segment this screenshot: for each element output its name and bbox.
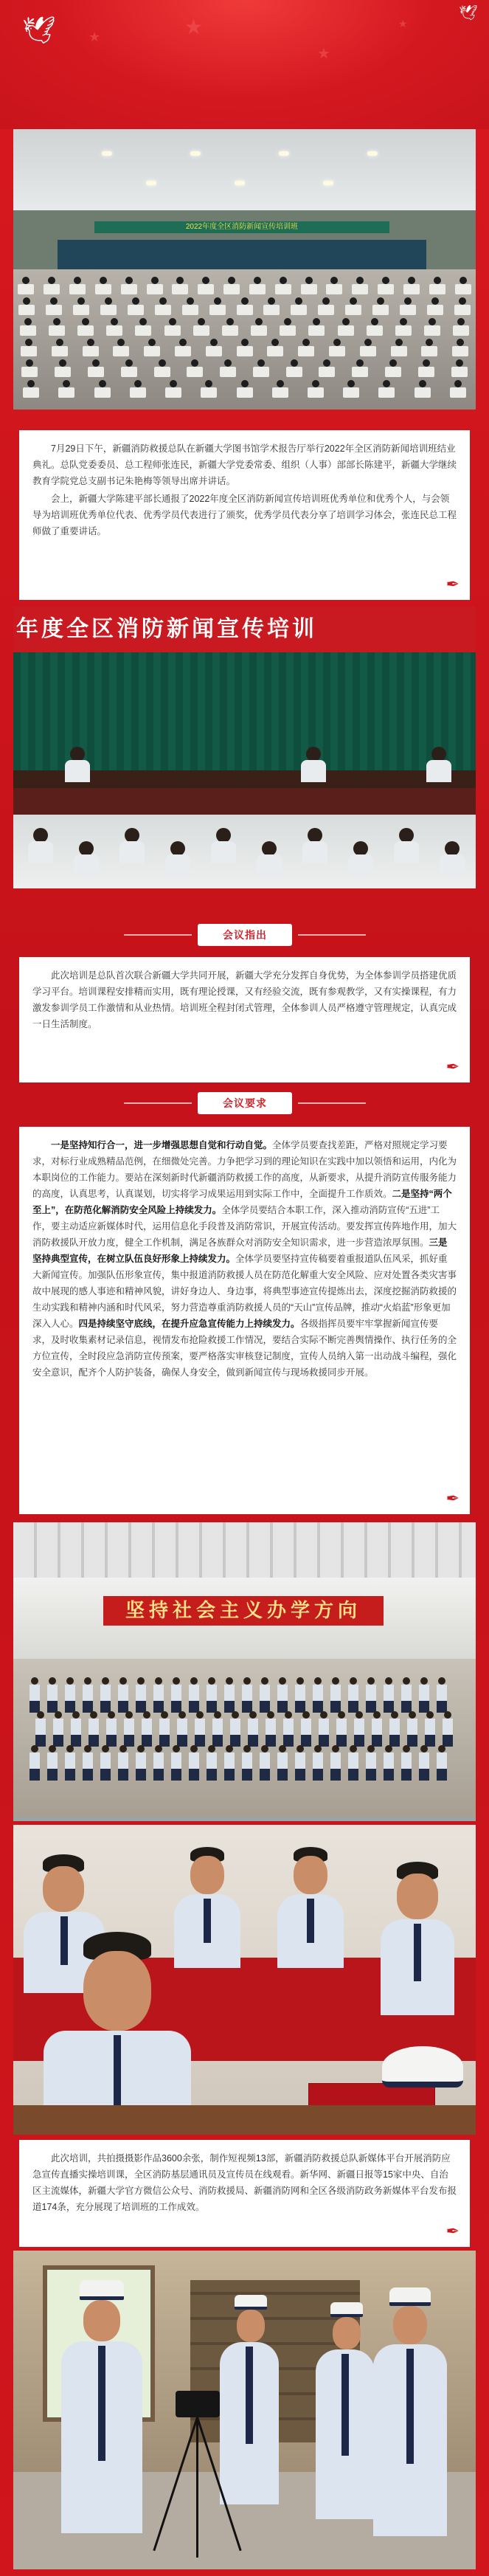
trainee-figure	[30, 1677, 40, 1713]
star-icon: ★	[89, 30, 101, 45]
seat	[352, 367, 368, 377]
audience-head	[170, 380, 177, 387]
seat	[237, 387, 253, 398]
trainee-figure	[419, 1677, 429, 1713]
trainee-figure	[401, 1677, 412, 1713]
seat	[291, 305, 307, 315]
trainee-figure	[313, 1745, 323, 1781]
seat	[77, 325, 94, 336]
audience-person	[119, 828, 145, 863]
meeting-pointed-card	[19, 957, 470, 1082]
trainee-figure	[348, 1745, 358, 1781]
seat	[343, 387, 359, 398]
seat	[128, 305, 144, 315]
audience-person	[257, 841, 282, 877]
dove-icon: 🕊	[22, 15, 56, 46]
seat	[237, 305, 253, 315]
audience-head	[151, 277, 159, 284]
trainee-figure	[384, 1745, 394, 1781]
audience-person	[211, 828, 236, 863]
audience-head	[277, 380, 284, 387]
audience-head	[371, 318, 378, 325]
trainee-figure	[153, 1677, 164, 1713]
seat	[69, 284, 86, 294]
audience-head	[400, 318, 407, 325]
seat	[385, 367, 401, 377]
audience-head	[454, 380, 462, 387]
trainee-figure	[153, 1745, 164, 1781]
seat	[46, 305, 62, 315]
seat	[52, 346, 68, 356]
dove-icon: 🕊	[459, 4, 478, 21]
audience-head	[350, 297, 357, 305]
seat	[308, 387, 324, 398]
seat	[172, 284, 188, 294]
trainee-figure	[283, 1711, 294, 1747]
audience-head	[179, 339, 187, 346]
trainee-figure	[384, 1677, 394, 1713]
requirement-lead-1: 一是坚持知行合一，进一步增强思想自觉和行动自觉。	[51, 1140, 273, 1150]
seat	[220, 367, 236, 377]
trainee-figure	[354, 1711, 364, 1747]
intro-paragraph: 7月29日下午，新疆消防救援总队在新疆大学图书馆学术报告厅举行2022年全区消防新闻培训班结业典礼。总队党委委员、总工程师张连民，新疆大学党委常委、组织（人事）部部长陈建平，新疆大学继续教育学院党总支副书记朱艳梅等领导出席并讲话。	[32, 443, 457, 486]
seat	[286, 367, 302, 377]
audience-head	[92, 359, 100, 367]
trainee-figure	[336, 1711, 347, 1747]
seat	[395, 325, 412, 336]
seat	[21, 367, 38, 377]
seat	[367, 325, 383, 336]
seat	[424, 325, 440, 336]
trainee-figure	[230, 1711, 240, 1747]
audience-head	[214, 297, 221, 305]
trainee-figure	[419, 1745, 429, 1781]
audience-head	[395, 339, 403, 346]
audience-head	[291, 359, 298, 367]
trainee-figure	[35, 1711, 46, 1747]
audience-person	[394, 828, 419, 863]
trainee-figure	[319, 1711, 329, 1747]
photo-camera-training	[13, 2251, 476, 2569]
audience-head	[342, 318, 350, 325]
requirements-paragraph	[32, 1137, 457, 1381]
audience-head	[169, 318, 176, 325]
seat	[326, 284, 342, 294]
award-paragraph: 会上，新疆大学陈建平部长通报了2022年度全区消防新闻宣传培训班优秀单位和优秀个人，与会领导为培训班优秀单位代表、优秀学员代表进行了颁奖，优秀学员代表分享了培训学习体会，张连民总工程师做了重要讲话。	[32, 494, 457, 536]
audience-head	[241, 380, 249, 387]
seat	[308, 325, 325, 336]
trainee-figure	[207, 1745, 217, 1781]
trainee-figure	[295, 1745, 305, 1781]
seat	[23, 387, 39, 398]
seat	[83, 346, 99, 356]
seat	[100, 305, 117, 315]
audience-head	[459, 277, 467, 284]
photo-conference-hall	[13, 129, 476, 410]
seat	[95, 284, 111, 294]
seat	[18, 284, 34, 294]
requirement-lead-3: 三是坚持典型宣传，在树立队伍良好形象上持续发力。	[32, 1237, 448, 1264]
seat	[329, 346, 345, 356]
trainee-figure	[195, 1711, 205, 1747]
trainee-figure	[207, 1677, 217, 1713]
seat	[21, 346, 37, 356]
audience-head	[187, 297, 194, 305]
trainee-figure	[159, 1711, 170, 1747]
trainee-figure	[136, 1677, 146, 1713]
podium-banner-text: 年度全区消防新闻宣传培训	[13, 607, 476, 652]
audience-head	[305, 277, 313, 284]
trainee-figure	[401, 1745, 412, 1781]
requirement-text-3: 全体学员要坚持宣传稿要着重报道队伍风采，抓好重大新闻宣传。加强队伍形象宣传，集中报道消防救援人员在防范化解重大安全风险、应对处置各类灾害事故中展现的感人事迹和精神风貌，讲好身边人、身边事，将典型事迹宣传提炼出去，深度挖掘消防救援的生动实践和精神内涵和时代风采，努力营造尊重消防救援人员的“天山”宣传品牌，推动“火焰蓝”形象更加深入人心。	[32, 1254, 457, 1329]
audience-head	[389, 359, 397, 367]
trainee-figure	[242, 1745, 252, 1781]
feather-pen-icon: ✒	[445, 575, 459, 593]
audience-head	[24, 318, 32, 325]
trainee-figure	[47, 1677, 58, 1713]
seat	[272, 387, 288, 398]
audience-head	[377, 297, 384, 305]
section-title-requirements: 会议要求	[198, 1092, 292, 1114]
trainee-figure	[366, 1745, 376, 1781]
audience-head	[241, 339, 249, 346]
trainee-figure	[30, 1745, 40, 1781]
seat	[44, 284, 60, 294]
pointed-paragraph: 此次培训是总队首次联合新疆大学共同开展，新疆大学充分发挥自身优势，为全体参训学员搭建优质学习平台。培训课程安排精而实用，既有理论授课，又有经验交流，既有参观教学，又有实操课程，有力激发参训学员工作激情和从业热情。培训班全程封闭式管理，全体参训人员严格遵守管理规定，认真完成一日生活制度。	[32, 970, 457, 1029]
audience-head	[404, 297, 412, 305]
seat	[418, 367, 434, 377]
seat	[249, 284, 266, 294]
seat	[223, 284, 240, 294]
trainee-figure	[100, 1677, 111, 1713]
audience-head	[134, 380, 142, 387]
trainee-figure	[118, 1677, 128, 1713]
requirement-lead-4: 四是持续坚守底线，在提升应急宣传能力上持续发力。	[78, 1319, 300, 1329]
seat	[121, 367, 137, 377]
seat	[403, 284, 420, 294]
trainee-figure	[389, 1711, 400, 1747]
trainee-figure	[189, 1745, 199, 1781]
seat	[452, 346, 468, 356]
audience-head	[226, 318, 234, 325]
trainee-figure	[277, 1745, 288, 1781]
star-icon: ★	[184, 15, 204, 39]
audience-head	[333, 339, 341, 346]
audience-head	[210, 339, 218, 346]
seat	[182, 305, 198, 315]
audience-head	[434, 277, 441, 284]
seat	[275, 284, 291, 294]
seat	[415, 387, 431, 398]
trainee-figure	[65, 1745, 75, 1781]
feather-pen-icon: ✒	[445, 2222, 459, 2240]
seat	[237, 346, 253, 356]
audience-person	[440, 841, 465, 877]
trainee-figure	[330, 1745, 341, 1781]
audience-head	[159, 359, 166, 367]
trainee-figure	[100, 1745, 111, 1781]
trainee-figure	[437, 1745, 447, 1781]
article-intro-card	[19, 430, 470, 600]
trainee-figure	[443, 1711, 453, 1747]
audience-head	[280, 277, 287, 284]
trainee-figure	[295, 1677, 305, 1713]
seat	[263, 305, 280, 315]
audience-head	[99, 380, 106, 387]
seat	[360, 346, 376, 356]
audience-head	[25, 339, 32, 346]
section-title-pointed: 会议指出	[198, 924, 292, 946]
seat	[20, 325, 36, 336]
trainee-figure	[189, 1677, 199, 1713]
hall-banner-text: 2022年度全区消防新闻宣传培训班	[94, 221, 389, 233]
trainee-figure	[136, 1745, 146, 1781]
seat	[55, 367, 71, 377]
trainee-figure	[83, 1745, 93, 1781]
seat	[94, 387, 111, 398]
trainee-figure	[330, 1677, 341, 1713]
audience-person	[348, 841, 373, 877]
seat	[106, 325, 122, 336]
audience-head	[423, 359, 430, 367]
seat	[18, 305, 35, 315]
trainee-figure	[425, 1711, 435, 1747]
seat	[113, 346, 129, 356]
trainee-figure	[171, 1745, 181, 1781]
seat	[130, 387, 146, 398]
trainee-figure	[407, 1711, 417, 1747]
trainee-figure	[260, 1677, 270, 1713]
seat	[147, 284, 163, 294]
trainee-figure	[124, 1711, 134, 1747]
trainee-figure	[437, 1677, 447, 1713]
audience-person	[165, 841, 190, 877]
seat	[318, 305, 334, 315]
seat	[429, 284, 445, 294]
seat	[301, 284, 317, 294]
seat	[372, 305, 389, 315]
audience-head	[82, 318, 89, 325]
requirement-text-1: 全体学员要查找差距，严格对照规定学习要求，对标行业成熟精品范例，在细微处完善。力争把学习到的理论知识在实践中加以领悟和运用，内化为本职岗位的工作能力。要站在深刻新时代新疆消防救援工作的高度，从新要求，从提升消防宣传服务能力的高度，认真思考，认真谋划，切实将学习成果运用到实际工作中，全面提升工作质效。	[32, 1140, 457, 1199]
audience-head	[241, 297, 249, 305]
requirement-lead-2: 二是坚持“两个至上”，在防范化解消防安全风险上持续发力。	[32, 1189, 452, 1215]
audience-head	[419, 380, 426, 387]
seat	[319, 367, 335, 377]
trainee-figure	[65, 1677, 75, 1713]
seat	[400, 305, 416, 315]
trainee-figure	[224, 1745, 235, 1781]
audience-head	[459, 297, 466, 305]
seat	[201, 387, 217, 398]
trainee-figure	[89, 1711, 99, 1747]
seat	[49, 325, 65, 336]
trainee-figure	[277, 1677, 288, 1713]
audience-head	[456, 359, 463, 367]
audience-head	[408, 277, 415, 284]
seat	[455, 284, 471, 294]
trainee-figure	[53, 1711, 63, 1747]
seat	[454, 305, 471, 315]
audience-head	[100, 277, 107, 284]
seat	[352, 284, 368, 294]
audience-person	[302, 828, 327, 863]
audience-head	[431, 297, 439, 305]
meeting-requirements-card	[19, 1127, 470, 1514]
seat	[298, 346, 314, 356]
trainee-figure	[224, 1677, 235, 1713]
trainee-figure	[301, 1711, 311, 1747]
trainee-figure	[212, 1711, 223, 1747]
seat	[451, 367, 468, 377]
seat	[187, 367, 203, 377]
trainee-figure	[248, 1711, 258, 1747]
trainee-figure	[106, 1711, 117, 1747]
seat	[267, 346, 283, 356]
seat	[144, 346, 160, 356]
trainee-figure	[266, 1711, 276, 1747]
seat	[193, 325, 209, 336]
trainee-figure	[118, 1745, 128, 1781]
trainee-figure	[348, 1677, 358, 1713]
trainee-figure	[242, 1677, 252, 1713]
audience-head	[312, 380, 319, 387]
closing-summary-card	[19, 2140, 470, 2247]
star-icon: ★	[317, 44, 330, 62]
seat	[427, 305, 443, 315]
trainee-figure	[260, 1745, 270, 1781]
audience-head	[198, 318, 205, 325]
trainee-figure	[171, 1677, 181, 1713]
audience-head	[125, 359, 133, 367]
closing-paragraph: 此次培训，共拍摄摄影作品3600余张，制作短视频13部，新疆消防救援总队新媒体平台开展消防应急宣传直播实操培训课，全区消防基层通讯员及宣传员在线观看。新华网、新疆日报等15家中央、自治区主流媒体，新疆大学官方微信公众号、消防救援局、新疆消防网和全区各级消防政务新媒体平台发布报道174条，充分展现了培训班的工作成效。	[32, 2153, 457, 2212]
seat	[391, 346, 407, 356]
trainee-figure	[177, 1711, 187, 1747]
seat	[421, 346, 437, 356]
trainee-figure	[83, 1677, 93, 1713]
audience-head	[257, 359, 265, 367]
seat	[206, 346, 222, 356]
photo-group	[13, 1522, 476, 1821]
trainee-figure	[372, 1711, 382, 1747]
seat	[378, 387, 395, 398]
seat	[175, 346, 191, 356]
audience-head	[56, 339, 63, 346]
seat	[378, 284, 394, 294]
feather-pen-icon: ✒	[445, 1489, 459, 1508]
trainee-figure	[142, 1711, 152, 1747]
seat	[73, 305, 89, 315]
seat	[88, 367, 104, 377]
seat	[164, 325, 181, 336]
audience-person	[28, 828, 53, 863]
seat	[154, 367, 170, 377]
seat	[338, 325, 354, 336]
photo-seated-trainees	[13, 1825, 476, 2135]
photo-podium	[13, 607, 476, 888]
seat	[251, 325, 267, 336]
group-sign-text: 坚持社会主义办学方向	[103, 1596, 384, 1626]
seat	[135, 325, 151, 336]
feather-pen-icon: ✒	[445, 1057, 459, 1076]
audience-person	[74, 841, 99, 877]
audience-head	[254, 277, 261, 284]
requirement-text-4: 各级指挥员要牢牢掌握新闻宣传要求，及时收集素材记录信息，视情发布抢险救援工作情况，要结合实际不断完善舆情操作、执行任务的全方位宣传，全时段应急消防宣传预案，要严格落实审核登记制度，宣传人员纳入第一出动战斗编程，强化安全意识，配齐个人防护装备，确保人身安全，做到新闻宣传与现场救援同步开展。	[32, 1319, 457, 1378]
trainee-figure	[47, 1745, 58, 1781]
seat	[121, 284, 137, 294]
audience-head	[132, 297, 139, 305]
requirement-text-2: 全体学员要结合本职工作，深入推动消防宣传“五进”工作，要主动适应新媒体时代，运用信息化手段普及消防常识，开展宣传活动。要发挥宣传阵地作用，加大消防救援队开放力度，健全工作机制，满足各族群众对消防安全知识需求，进一步营造浓厚氛围。	[32, 1205, 457, 1248]
seat	[453, 325, 469, 336]
audience-head	[53, 318, 60, 325]
audience-head	[87, 339, 94, 346]
seat	[253, 367, 269, 377]
seat	[165, 387, 181, 398]
trainee-figure	[71, 1711, 81, 1747]
header-banner	[0, 0, 489, 129]
seat	[450, 387, 466, 398]
star-icon: ★	[398, 18, 408, 30]
seat	[209, 305, 226, 315]
trainee-figure	[366, 1677, 376, 1713]
seat	[58, 387, 74, 398]
seat	[222, 325, 238, 336]
audience-head	[159, 297, 167, 305]
audience-head	[125, 277, 133, 284]
trainee-figure	[313, 1677, 323, 1713]
seat	[155, 305, 171, 315]
seat	[198, 284, 214, 294]
audience-head	[364, 339, 372, 346]
seat	[280, 325, 296, 336]
seat	[345, 305, 361, 315]
